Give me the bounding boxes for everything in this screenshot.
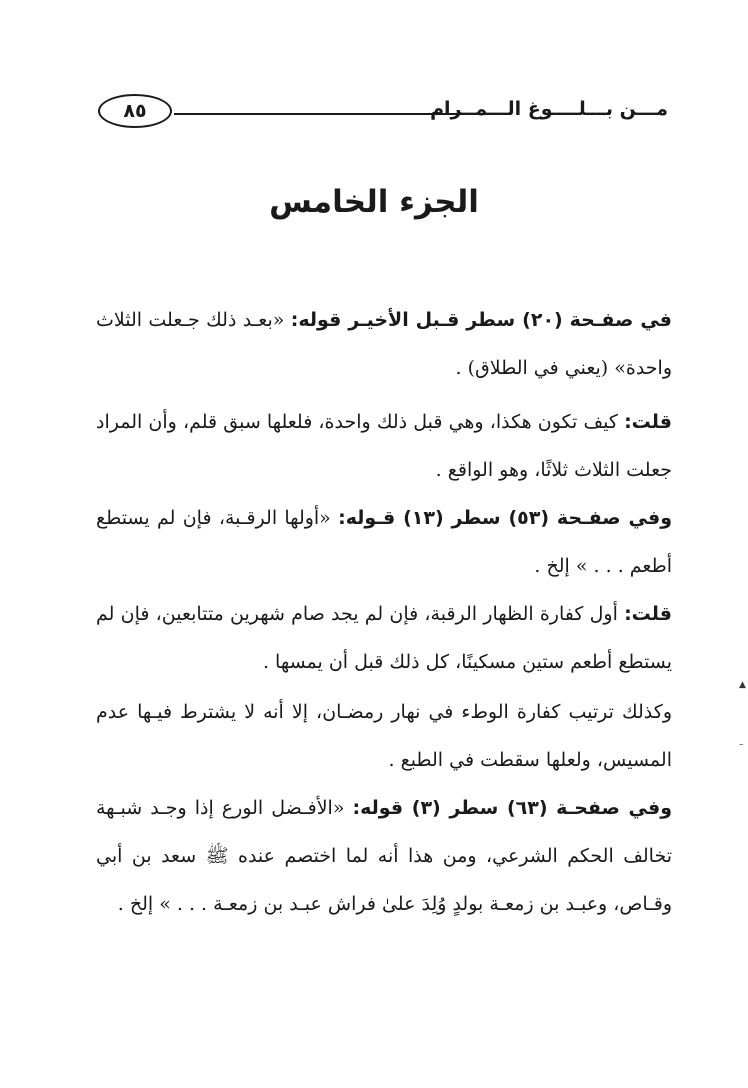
paragraph-5 [96,688,672,784]
margin-mark: – [739,740,744,750]
paragraph-text: أول كفارة الظهار الرقبة، فإن لم يجد صام شهرين متتابعين، فإن لم يستطع أطعم ستين مسكينًا، كل ذلك قبل أن يمسها . [96,603,672,673]
paragraph-lead: وفي صفـحة (٥٣) سطر (١٣) قـوله: [338,507,673,529]
paragraph-lead: وفي صفحـة (٦٣) سطر (٣) قوله: [352,797,673,819]
paragraph-3 [96,494,672,590]
paragraph-4 [96,590,672,686]
paragraph-text: «أولها الرقـبة، فإن لم يستطع أطعم . . . » إلخ . [96,507,672,577]
paragraph-text: «بعـد ذلك جـعلت الثلاث واحدة» (يعني في الطلاق) . [96,309,672,379]
paragraph-2 [96,398,672,494]
margin-mark: ▲ [739,680,746,690]
chapter-title: الجزء الخامس [269,184,479,220]
running-header [98,92,668,132]
paragraph-text: كيف تكون هكذا، وهي قبل ذلك واحدة، فلعلها سبق قلم، وأن المراد جعلت الثلاث ثلاثًا، وهو الواقع . [96,411,672,481]
paragraph-lead: في صفـحة (٢٠) سطر قـبل الأخيـر قوله: [290,309,672,331]
paragraph-lead: قلت: [624,411,672,433]
header-title: مـــن بـــلــــوغ الـــمــرام [430,98,668,120]
page-number: ٨٥ [98,94,172,128]
paragraph-text: «الأفـضل الورع إذا وجـد شبـهة تخالف الحكم الشرعي، ومن هذا أنه لما اختصم عنده ﷺ سعد بن أبي وقـاص، وعبـد بن زمعـة بولدٍ وُلِدَ علىٰ فراش عبـد بن زمعـة . . . » إلخ . [96,797,672,915]
paragraph-lead: قلت: [624,603,672,625]
paragraph-text: وكذلك ترتيب كفارة الوطء في نهار رمضـان، إلا أنه لا يشترط فيـها عدم المسيس، ولعلها سقطت في الطبع . [96,701,672,771]
header-rule [174,113,492,115]
paragraph-6 [96,784,672,928]
paragraph-1 [96,296,672,392]
